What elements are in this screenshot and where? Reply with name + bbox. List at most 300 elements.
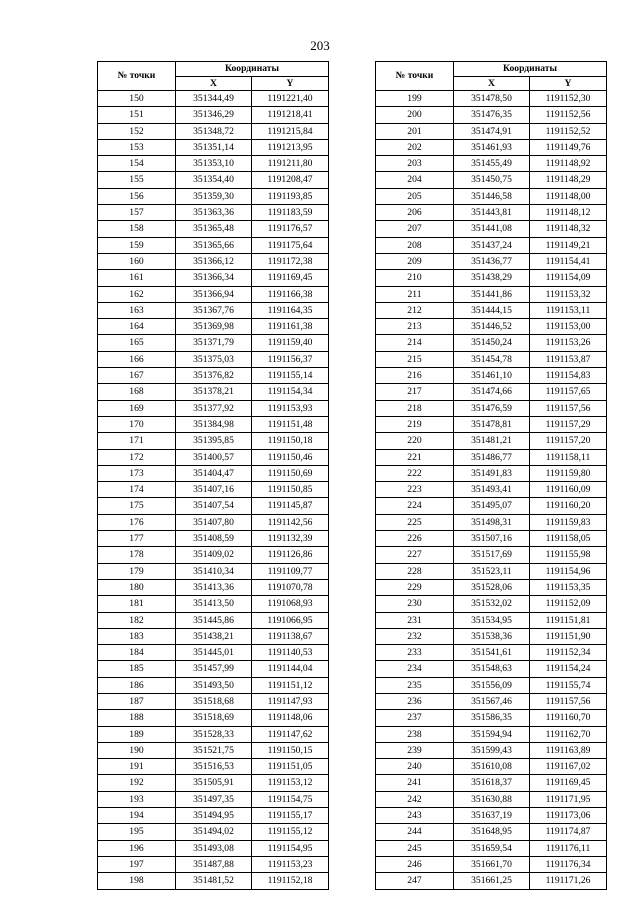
table-row [376,693,607,709]
point-number-cell: 224 [376,498,454,514]
table-row [98,400,329,416]
x-coordinate-cell: 351407,80 [176,514,252,530]
point-number-cell: 230 [376,596,454,612]
point-number-cell: 196 [98,840,176,856]
point-number-cell: 198 [98,873,176,889]
table-row [98,531,329,547]
x-header: X [454,77,530,91]
y-coordinate-cell: 1191144,04 [252,661,329,677]
table-row [98,433,329,449]
table-row [376,319,607,335]
x-coordinate-cell: 351408,59 [176,531,252,547]
x-coordinate-cell: 351354,40 [176,172,252,188]
table-row [376,742,607,758]
y-coordinate-cell: 1191176,34 [530,856,607,872]
x-coordinate-cell: 351376,82 [176,368,252,384]
point-number-cell: 184 [98,645,176,661]
y-coordinate-cell: 1191157,56 [530,400,607,416]
x-coordinate-cell: 351407,54 [176,498,252,514]
y-coordinate-cell: 1191159,80 [530,465,607,481]
x-coordinate-cell: 351567,46 [454,693,530,709]
point-number-cell: 156 [98,188,176,204]
y-coordinate-cell: 1191148,29 [530,172,607,188]
y-coordinate-cell: 1191211,80 [252,156,329,172]
point-number-cell: 206 [376,205,454,221]
point-number-cell: 152 [98,123,176,139]
point-number-cell: 200 [376,107,454,123]
point-number-cell: 155 [98,172,176,188]
y-coordinate-cell: 1191162,70 [530,726,607,742]
y-coordinate-cell: 1191160,20 [530,498,607,514]
table-row [376,628,607,644]
y-coordinate-cell: 1191221,40 [252,91,329,107]
point-number-cell: 170 [98,416,176,432]
y-coordinate-cell: 1191153,12 [252,775,329,791]
point-number-cell: 243 [376,808,454,824]
point-number-cell: 241 [376,775,454,791]
point-number-cell: 161 [98,270,176,286]
x-coordinate-cell: 351610,08 [454,759,530,775]
y-coordinate-cell: 1191183,59 [252,205,329,221]
y-coordinate-cell: 1191151,81 [530,612,607,628]
table-row [98,742,329,758]
table-row [98,172,329,188]
y-coordinate-cell: 1191148,12 [530,205,607,221]
x-coordinate-cell: 351457,99 [176,661,252,677]
table-row [98,775,329,791]
table-row [98,856,329,872]
point-number-cell: 153 [98,139,176,155]
y-coordinate-cell: 1191152,52 [530,123,607,139]
y-coordinate-cell: 1191152,18 [252,873,329,889]
point-number-cell: 222 [376,465,454,481]
table-row [376,840,607,856]
x-coordinate-cell: 351498,31 [454,514,530,530]
point-number-cell: 188 [98,710,176,726]
point-number-header: № точки [376,62,454,91]
x-coordinate-cell: 351548,63 [454,661,530,677]
x-coordinate-cell: 351476,35 [454,107,530,123]
table-row [376,449,607,465]
x-coordinate-cell: 351517,69 [454,547,530,563]
point-number-cell: 244 [376,824,454,840]
table-row [98,596,329,612]
y-coordinate-cell: 1191157,20 [530,433,607,449]
point-number-cell: 238 [376,726,454,742]
y-coordinate-cell: 1191176,57 [252,221,329,237]
coordinates-header: Координаты [454,62,607,77]
x-coordinate-cell: 351618,37 [454,775,530,791]
x-coordinate-cell: 351486,77 [454,449,530,465]
y-coordinate-cell: 1191155,74 [530,677,607,693]
y-coordinate-cell: 1191160,09 [530,482,607,498]
x-coordinate-cell: 351461,93 [454,139,530,155]
table-row [98,693,329,709]
point-number-cell: 151 [98,107,176,123]
point-number-cell: 211 [376,286,454,302]
y-coordinate-cell: 1191148,32 [530,221,607,237]
table-row [376,139,607,155]
table-row [376,253,607,269]
y-coordinate-cell: 1191154,95 [252,840,329,856]
point-number-cell: 185 [98,661,176,677]
y-coordinate-cell: 1191153,23 [252,856,329,872]
x-coordinate-cell: 351478,50 [454,91,530,107]
table-row [376,514,607,530]
table-row [98,465,329,481]
y-coordinate-cell: 1191169,45 [252,270,329,286]
table-row [376,400,607,416]
point-number-cell: 226 [376,531,454,547]
x-coordinate-cell: 351661,25 [454,873,530,889]
table-row [376,302,607,318]
table-row [376,123,607,139]
point-number-cell: 213 [376,319,454,335]
point-number-cell: 197 [98,856,176,872]
x-coordinate-cell: 351367,76 [176,302,252,318]
y-coordinate-cell: 1191153,00 [530,319,607,335]
y-coordinate-cell: 1191153,32 [530,286,607,302]
x-coordinate-cell: 351516,53 [176,759,252,775]
table-row [98,449,329,465]
point-number-cell: 159 [98,237,176,253]
point-number-cell: 158 [98,221,176,237]
y-coordinate-cell: 1191068,93 [252,596,329,612]
x-coordinate-cell: 351497,35 [176,791,252,807]
table-row [376,351,607,367]
point-number-cell: 214 [376,335,454,351]
x-coordinate-cell: 351541,61 [454,645,530,661]
point-number-cell: 165 [98,335,176,351]
point-number-cell: 208 [376,237,454,253]
x-coordinate-cell: 351521,75 [176,742,252,758]
table-row [376,547,607,563]
table-row [376,808,607,824]
y-coordinate-cell: 1191171,26 [530,873,607,889]
point-number-cell: 240 [376,759,454,775]
table-row [98,351,329,367]
point-number-cell: 163 [98,302,176,318]
y-coordinate-cell: 1191215,84 [252,123,329,139]
x-coordinate-cell: 351445,01 [176,645,252,661]
point-number-cell: 190 [98,742,176,758]
x-coordinate-cell: 351481,52 [176,873,252,889]
table-row [98,384,329,400]
y-coordinate-cell: 1191152,56 [530,107,607,123]
point-number-cell: 223 [376,482,454,498]
table-row [376,205,607,221]
point-number-cell: 217 [376,384,454,400]
x-coordinate-cell: 351409,02 [176,547,252,563]
point-number-cell: 233 [376,645,454,661]
x-coordinate-cell: 351413,50 [176,596,252,612]
point-number-cell: 172 [98,449,176,465]
table-row [376,188,607,204]
point-number-cell: 176 [98,514,176,530]
table-row [376,856,607,872]
x-coordinate-cell: 351476,59 [454,400,530,416]
x-coordinate-cell: 351518,68 [176,693,252,709]
y-coordinate-cell: 1191153,93 [252,400,329,416]
point-number-cell: 201 [376,123,454,139]
x-coordinate-cell: 351365,48 [176,221,252,237]
table-row [98,645,329,661]
table-row [98,237,329,253]
point-number-cell: 194 [98,808,176,824]
y-coordinate-cell: 1191132,39 [252,531,329,547]
point-number-cell: 232 [376,628,454,644]
x-coordinate-cell: 351407,16 [176,482,252,498]
point-number-cell: 245 [376,840,454,856]
x-coordinate-cell: 351371,79 [176,335,252,351]
y-coordinate-cell: 1191153,35 [530,579,607,595]
y-coordinate-cell: 1191175,64 [252,237,329,253]
table-row [98,563,329,579]
x-coordinate-cell: 351528,33 [176,726,252,742]
x-coordinate-cell: 351441,08 [454,221,530,237]
point-number-cell: 227 [376,547,454,563]
point-number-cell: 169 [98,400,176,416]
x-coordinate-cell: 351487,88 [176,856,252,872]
table-row [98,808,329,824]
x-coordinate-cell: 351436,77 [454,253,530,269]
x-coordinate-cell: 351556,09 [454,677,530,693]
y-coordinate-cell: 1191155,12 [252,824,329,840]
x-coordinate-cell: 351375,03 [176,351,252,367]
y-coordinate-cell: 1191148,06 [252,710,329,726]
table-row [376,237,607,253]
table-row [98,612,329,628]
point-number-cell: 168 [98,384,176,400]
table-row [98,498,329,514]
x-coordinate-cell: 351461,10 [454,368,530,384]
table-row [98,188,329,204]
table-row [376,368,607,384]
y-coordinate-cell: 1191140,53 [252,645,329,661]
y-coordinate-cell: 1191155,98 [530,547,607,563]
table-row [98,824,329,840]
coordinates-table-left [97,61,329,890]
table-row [376,156,607,172]
y-coordinate-cell: 1191163,89 [530,742,607,758]
y-header: Y [252,77,329,91]
y-coordinate-cell: 1191167,02 [530,759,607,775]
table-row [376,596,607,612]
point-number-cell: 187 [98,693,176,709]
table-row [376,335,607,351]
point-number-cell: 154 [98,156,176,172]
point-number-cell: 174 [98,482,176,498]
table-row [376,286,607,302]
y-coordinate-cell: 1191151,12 [252,677,329,693]
table-row [376,612,607,628]
table-row [376,270,607,286]
x-coordinate-cell: 351353,10 [176,156,252,172]
table-row [98,253,329,269]
y-coordinate-cell: 1191172,38 [252,253,329,269]
y-coordinate-cell: 1191169,45 [530,775,607,791]
y-coordinate-cell: 1191173,06 [530,808,607,824]
table-row [98,791,329,807]
x-coordinate-cell: 351348,72 [176,123,252,139]
y-coordinate-cell: 1191148,92 [530,156,607,172]
y-coordinate-cell: 1191149,21 [530,237,607,253]
table-row [376,465,607,481]
x-coordinate-cell: 351661,70 [454,856,530,872]
x-coordinate-cell: 351505,91 [176,775,252,791]
point-number-cell: 218 [376,400,454,416]
x-coordinate-cell: 351637,19 [454,808,530,824]
y-coordinate-cell: 1191154,34 [252,384,329,400]
table-row [98,156,329,172]
point-number-cell: 166 [98,351,176,367]
point-number-cell: 231 [376,612,454,628]
point-number-cell: 192 [98,775,176,791]
table-row [98,107,329,123]
table-row [98,482,329,498]
table-row [376,172,607,188]
x-coordinate-cell: 351491,83 [454,465,530,481]
table-row [376,677,607,693]
point-number-cell: 189 [98,726,176,742]
y-coordinate-cell: 1191154,75 [252,791,329,807]
y-coordinate-cell: 1191150,85 [252,482,329,498]
x-coordinate-cell: 351366,34 [176,270,252,286]
point-number-cell: 162 [98,286,176,302]
table-row [376,645,607,661]
y-coordinate-cell: 1191154,24 [530,661,607,677]
table-row [376,498,607,514]
point-number-cell: 209 [376,253,454,269]
y-coordinate-cell: 1191160,70 [530,710,607,726]
table-row [376,791,607,807]
point-number-cell: 234 [376,661,454,677]
x-coordinate-cell: 351445,86 [176,612,252,628]
point-number-cell: 228 [376,563,454,579]
y-coordinate-cell: 1191154,41 [530,253,607,269]
x-coordinate-cell: 351493,50 [176,677,252,693]
y-coordinate-cell: 1191150,69 [252,465,329,481]
y-coordinate-cell: 1191147,93 [252,693,329,709]
x-coordinate-cell: 351378,21 [176,384,252,400]
point-number-cell: 178 [98,547,176,563]
y-coordinate-cell: 1191151,05 [252,759,329,775]
y-coordinate-cell: 1191161,38 [252,319,329,335]
table-row [376,824,607,840]
point-number-cell: 199 [376,91,454,107]
x-coordinate-cell: 351369,98 [176,319,252,335]
x-coordinate-cell: 351599,43 [454,742,530,758]
x-coordinate-cell: 351474,66 [454,384,530,400]
y-coordinate-cell: 1191159,83 [530,514,607,530]
point-number-cell: 193 [98,791,176,807]
x-coordinate-cell: 351586,35 [454,710,530,726]
point-number-cell: 225 [376,514,454,530]
y-coordinate-cell: 1191218,41 [252,107,329,123]
point-number-cell: 229 [376,579,454,595]
y-coordinate-cell: 1191149,76 [530,139,607,155]
y-coordinate-cell: 1191157,56 [530,693,607,709]
table-row [98,221,329,237]
y-coordinate-cell: 1191152,30 [530,91,607,107]
point-number-cell: 204 [376,172,454,188]
y-coordinate-cell: 1191213,95 [252,139,329,155]
y-coordinate-cell: 1191126,86 [252,547,329,563]
y-coordinate-cell: 1191147,62 [252,726,329,742]
table-row [98,579,329,595]
y-coordinate-cell: 1191148,00 [530,188,607,204]
point-number-cell: 157 [98,205,176,221]
x-coordinate-cell: 351455,49 [454,156,530,172]
table-row [376,482,607,498]
y-coordinate-cell: 1191154,09 [530,270,607,286]
y-coordinate-cell: 1191151,48 [252,416,329,432]
x-coordinate-cell: 351410,34 [176,563,252,579]
table-row [98,205,329,221]
x-coordinate-cell: 351532,02 [454,596,530,612]
point-number-cell: 205 [376,188,454,204]
y-coordinate-cell: 1191066,95 [252,612,329,628]
table-row [98,661,329,677]
point-number-cell: 235 [376,677,454,693]
point-number-cell: 212 [376,302,454,318]
x-coordinate-cell: 351363,36 [176,205,252,221]
y-coordinate-cell: 1191138,67 [252,628,329,644]
y-coordinate-cell: 1191156,37 [252,351,329,367]
x-coordinate-cell: 351404,47 [176,465,252,481]
y-coordinate-cell: 1191166,38 [252,286,329,302]
point-number-cell: 160 [98,253,176,269]
x-coordinate-cell: 351528,06 [454,579,530,595]
table-row [98,514,329,530]
table-row [98,759,329,775]
x-coordinate-cell: 351450,24 [454,335,530,351]
point-number-cell: 195 [98,824,176,840]
y-coordinate-cell: 1191171,95 [530,791,607,807]
x-coordinate-cell: 351346,29 [176,107,252,123]
point-number-cell: 216 [376,368,454,384]
y-coordinate-cell: 1191153,11 [530,302,607,318]
x-header: X [176,77,252,91]
point-number-cell: 181 [98,596,176,612]
x-coordinate-cell: 351344,49 [176,91,252,107]
y-coordinate-cell: 1191176,11 [530,840,607,856]
x-coordinate-cell: 351443,81 [454,205,530,221]
table-row [376,775,607,791]
point-number-cell: 150 [98,91,176,107]
y-coordinate-cell: 1191154,83 [530,368,607,384]
x-coordinate-cell: 351365,66 [176,237,252,253]
table-row [98,873,329,889]
x-coordinate-cell: 351659,54 [454,840,530,856]
y-coordinate-cell: 1191150,18 [252,433,329,449]
x-coordinate-cell: 351441,86 [454,286,530,302]
x-coordinate-cell: 351444,15 [454,302,530,318]
x-coordinate-cell: 351481,21 [454,433,530,449]
point-number-cell: 237 [376,710,454,726]
point-number-cell: 215 [376,351,454,367]
point-number-cell: 175 [98,498,176,514]
point-number-cell: 239 [376,742,454,758]
point-number-cell: 247 [376,873,454,889]
table-row [376,433,607,449]
table-row [376,416,607,432]
point-number-cell: 207 [376,221,454,237]
x-coordinate-cell: 351538,36 [454,628,530,644]
x-coordinate-cell: 351594,94 [454,726,530,742]
table-row [98,139,329,155]
y-coordinate-cell: 1191153,87 [530,351,607,367]
